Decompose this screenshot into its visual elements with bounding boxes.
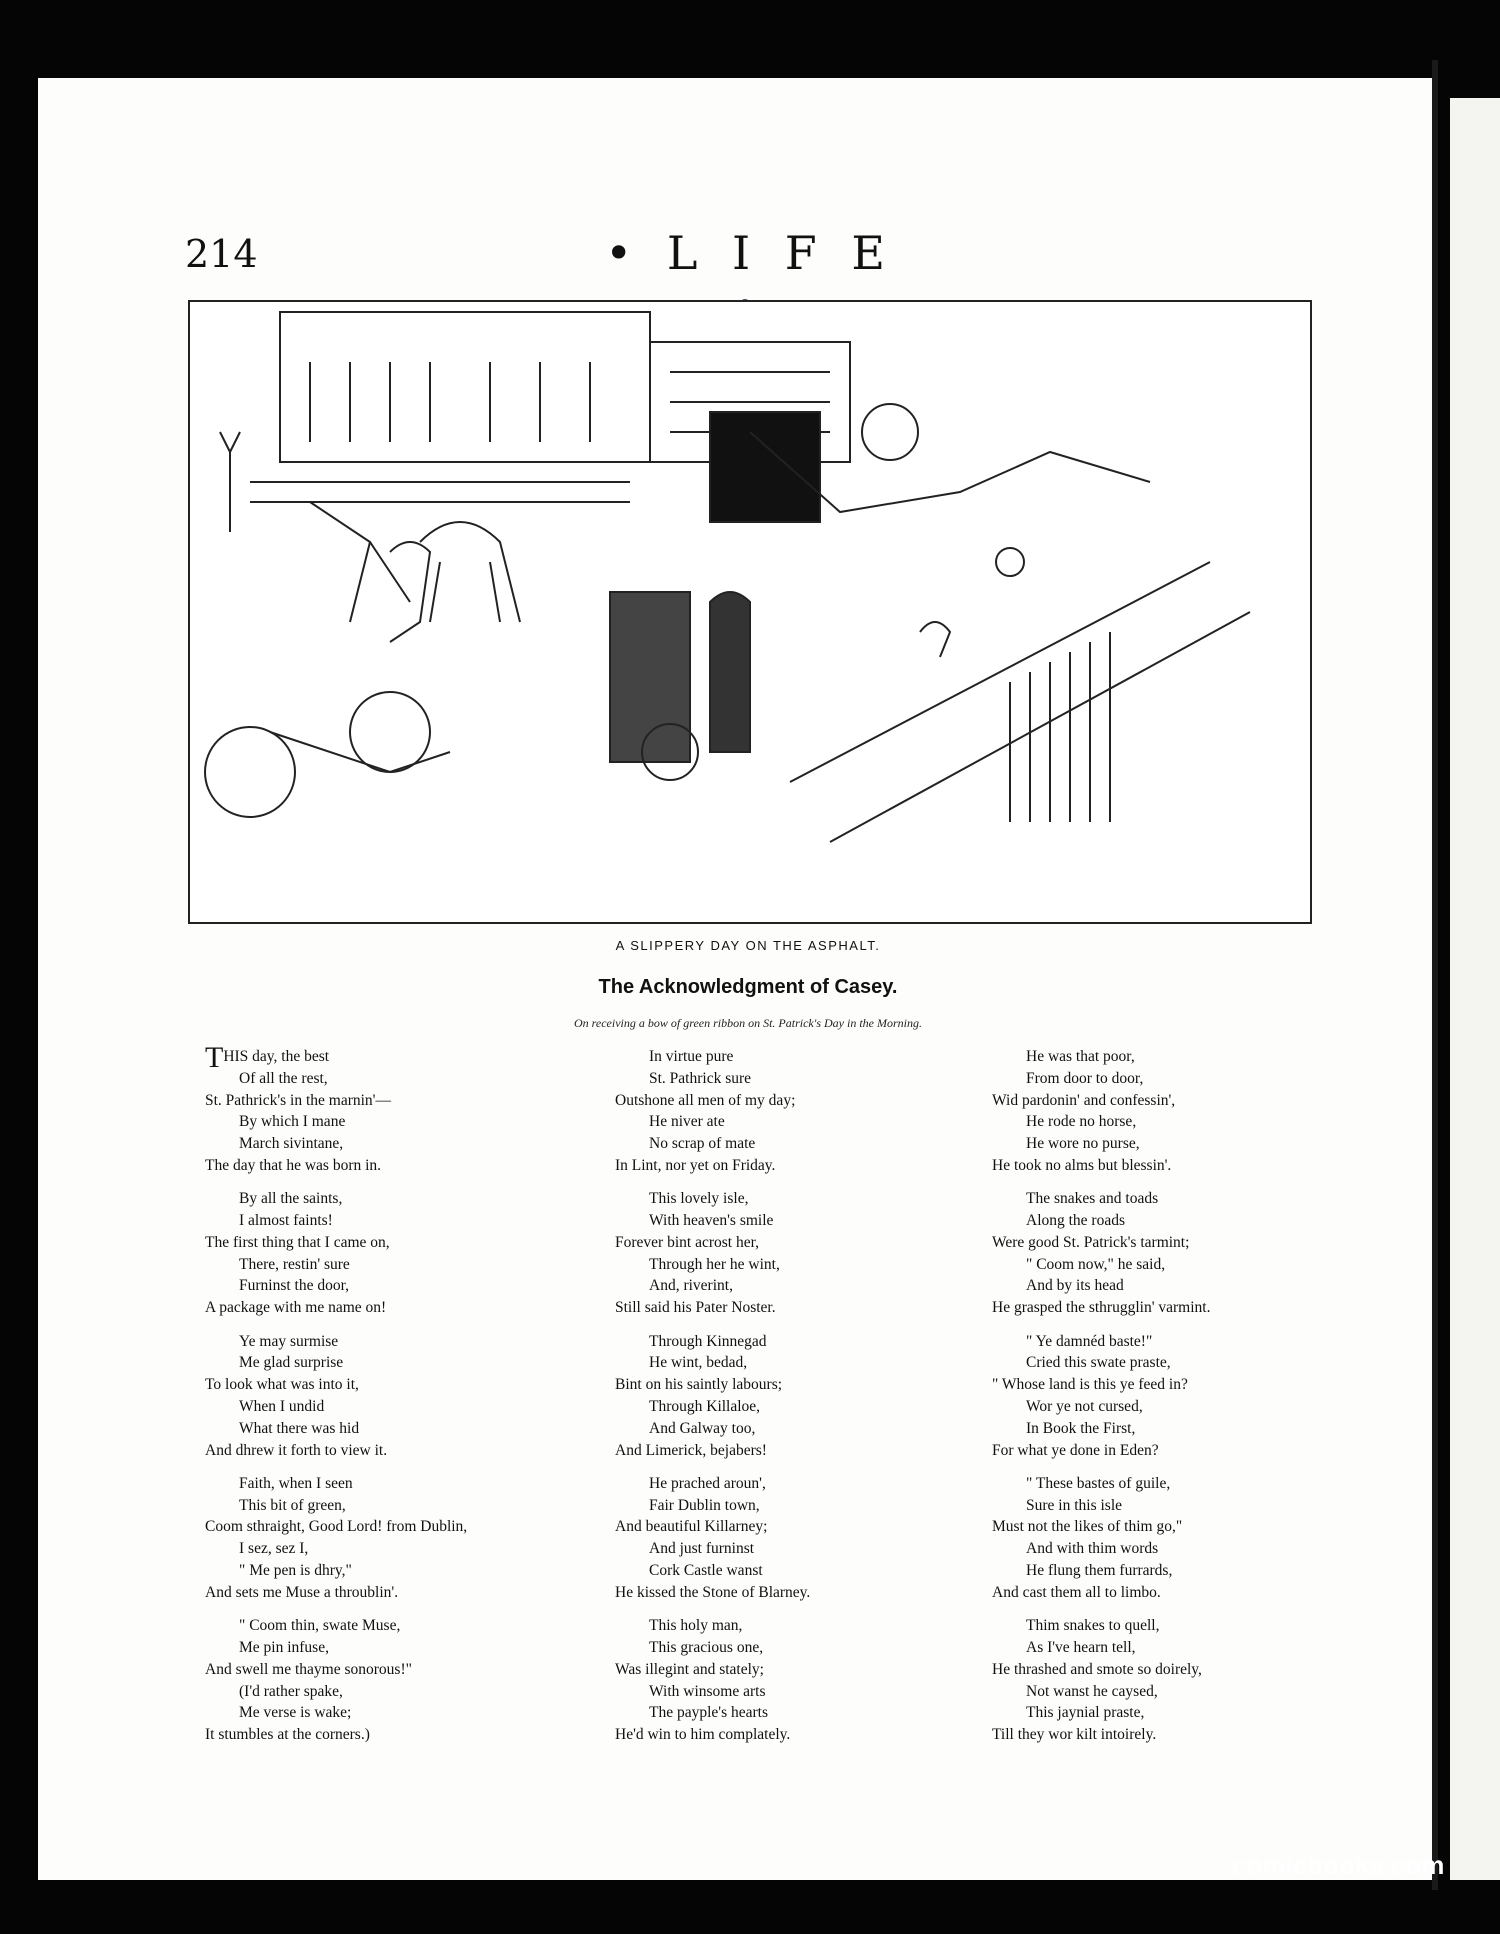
poem-line: And Limerick, bejabers! (615, 1441, 767, 1459)
poem-stanza (615, 1331, 995, 1462)
man-bowler-hat (390, 542, 430, 642)
poem-line: March sivintane, (239, 1135, 344, 1153)
poem-column-1 (205, 1041, 585, 1757)
poem-line: " Coom now," he said, (1026, 1255, 1166, 1273)
poem-stanza (992, 1473, 1372, 1604)
poem-line: As I've hearn tell, (1026, 1638, 1136, 1656)
adjacent-page-edge (1450, 98, 1500, 1880)
poem-line: " Coom thin, swate Muse, (239, 1617, 401, 1635)
poem-line: The day that he was born in. (205, 1156, 382, 1174)
poem-line: St. Pathrick sure (649, 1069, 752, 1087)
poem-stanza (992, 1188, 1372, 1319)
poem-line: This bit of green, (239, 1496, 346, 1514)
poem-line: Wid pardonin' and confessin', (992, 1091, 1176, 1109)
poem-line: " Whose land is this ye feed in? (992, 1376, 1188, 1394)
poem-line: Coom sthraight, Good Lord! from Dublin, (205, 1518, 468, 1536)
poem-line: In virtue pure (649, 1048, 734, 1065)
poem-line: He'd win to him complately. (615, 1726, 791, 1744)
poem-line: He kissed the Stone of Blarney. (615, 1583, 811, 1601)
poem-line: Through her he wint, (649, 1255, 780, 1273)
poem-stanza (992, 1046, 1372, 1177)
poem-line: With heaven's smile (649, 1212, 774, 1230)
poem-line: By which I mane (239, 1113, 346, 1131)
poem-line: Bint on his saintly labours; (615, 1376, 783, 1394)
poem-line: Through Killaloe, (649, 1397, 761, 1415)
iron-fence (1010, 632, 1110, 822)
poem-line: And swell me thayme sonorous!" (205, 1660, 412, 1678)
poem-title: The Acknowledgment of Casey. (598, 976, 898, 998)
drop-cap-letter: T (205, 1041, 224, 1074)
poem-line: This holy man, (649, 1617, 743, 1635)
masthead-title: • L I F E (605, 226, 895, 280)
street-lamp (220, 432, 240, 532)
poem-line: Were good St. Patrick's tarmint; (992, 1233, 1190, 1251)
poem-line: And just furninst (649, 1540, 755, 1558)
poem-line: " These bastes of guile, (1026, 1474, 1171, 1492)
poem-line: When I undid (239, 1397, 325, 1415)
poem-line: He flung them furrards, (1026, 1562, 1173, 1580)
poem-line: He grasped the sthrugglin' varmint. (992, 1299, 1211, 1317)
poem-line: Furninst the door, (239, 1277, 350, 1295)
poem-line: And sets me Muse a throublin'. (205, 1583, 399, 1601)
poem-stanza (205, 1615, 585, 1746)
poem-line: Sure in this isle (1026, 1496, 1123, 1514)
poem-stanza (992, 1331, 1372, 1462)
poem-line: Of all the rest, (239, 1069, 328, 1087)
poem-line: He was that poor, (1026, 1048, 1135, 1065)
poem-line: Was illegint and stately; (615, 1660, 764, 1678)
poem-line: In Lint, nor yet on Friday. (615, 1156, 776, 1174)
poem-line: Through Kinnegad (649, 1332, 767, 1350)
poem-line: From door to door, (1026, 1069, 1144, 1087)
poem-line: I almost faints! (239, 1212, 333, 1230)
poem-line: And cast them all to limbo. (992, 1583, 1161, 1601)
poem-line: (I'd rather spake, (239, 1682, 343, 1700)
poem-line: What there was hid (239, 1419, 360, 1437)
poem-line: Me pin infuse, (239, 1638, 329, 1656)
poem-line: THIS day, the best (205, 1041, 330, 1074)
building-left (280, 312, 650, 462)
poem-line: " Me pen is dhry," (239, 1562, 352, 1580)
illustration-caption: A SLIPPERY DAY ON THE ASPHALT. (615, 938, 881, 953)
page-spine (1432, 60, 1438, 1890)
poem-line: By all the saints, (239, 1190, 343, 1208)
poem-subtitle: On receiving a bow of green ribbon on St. Patrick's Day in the Morning. (574, 1016, 922, 1030)
poem-stanza (992, 1615, 1372, 1746)
dog (920, 622, 950, 657)
street-scene-illustration (188, 300, 1312, 924)
poem-line: Cried this swate praste, (1026, 1354, 1171, 1372)
poem-line: I sez, sez I, (239, 1540, 309, 1558)
illustration-drawing (190, 302, 1310, 922)
poem-line: For what ye done in Eden? (992, 1441, 1159, 1459)
poem-line: And with thim words (1026, 1540, 1159, 1558)
poem-line: He took no alms but blessin'. (992, 1156, 1172, 1174)
poem-line: Not wanst he caysed, (1026, 1682, 1158, 1700)
poem-line: He prached aroun', (649, 1474, 766, 1492)
horse-center (420, 522, 520, 622)
railing (250, 482, 630, 502)
poem-line: The first thing that I came on, (205, 1233, 390, 1251)
poem-line: Cork Castle wanst (649, 1562, 763, 1580)
poem-line: Me verse is wake; (239, 1704, 352, 1722)
poem-line: It stumbles at the corners.) (205, 1726, 370, 1744)
building-windows (310, 362, 590, 442)
carriage-wheel (862, 404, 918, 460)
stack-of-crates (610, 592, 690, 762)
poem-line: St. Pathrick's in the marnin'— (205, 1091, 391, 1109)
poem-line: Ye may surmise (239, 1332, 339, 1350)
poem-line: There, restin' sure (239, 1255, 350, 1273)
poem-line: The snakes and toads (1026, 1190, 1159, 1208)
poem-line: Along the roads (1026, 1212, 1126, 1230)
poem-line: Still said his Pater Noster. (615, 1299, 776, 1317)
poem-stanza (205, 1331, 585, 1462)
poem-line: This jaynial praste, (1026, 1704, 1145, 1722)
poem-stanza (615, 1473, 995, 1604)
bicycle-wheel-1 (350, 692, 430, 772)
horse-left (310, 502, 410, 622)
poem-line: He niver ate (649, 1113, 725, 1131)
poem-stanza (205, 1473, 585, 1604)
poem-line: And Galway too, (649, 1419, 756, 1437)
poem-line: Outshone all men of my day; (615, 1091, 796, 1109)
carriage (710, 412, 820, 522)
poem-stanza (615, 1615, 995, 1746)
poem-line: This lovely isle, (649, 1190, 749, 1208)
poem-line: Me glad surprise (239, 1354, 344, 1372)
poem-line: He wore no purse, (1026, 1135, 1140, 1153)
poem-line: Forever bint acrost her, (615, 1233, 759, 1251)
man-pushing-cart (710, 592, 750, 752)
poem-line: Faith, when I seen (239, 1474, 353, 1492)
poem-line: With winsome arts (649, 1682, 766, 1700)
poem-line: And beautiful Killarney; (615, 1518, 768, 1536)
page-number: 214 (185, 232, 258, 276)
poem-line: Wor ye not cursed, (1026, 1397, 1143, 1415)
poem-stanza (205, 1188, 585, 1319)
poem-line: No scrap of mate (649, 1135, 756, 1153)
poem-line: A package with me name on! (205, 1299, 387, 1317)
watermark: comicbooks.com (1232, 1850, 1445, 1880)
poem-line: He thrashed and smote so doirely, (992, 1660, 1202, 1678)
poem-line: He rode no horse, (1026, 1113, 1137, 1131)
poem-line: " Ye damnéd baste!" (1026, 1332, 1153, 1350)
poem-line: The payple's hearts (649, 1704, 768, 1722)
poem-line: And, riverint, (649, 1277, 733, 1295)
poem-line: In Book the First, (1026, 1419, 1136, 1437)
poem-stanza (615, 1046, 995, 1177)
poem-line: Thim snakes to quell, (1026, 1617, 1160, 1635)
poem-line: Must not the likes of thim go," (992, 1518, 1183, 1536)
sidewalk-curb (790, 562, 1250, 842)
poem-line: To look what was into it, (205, 1376, 359, 1394)
poem-line: Till they wor kilt intoirely. (992, 1726, 1157, 1744)
post-bollard (996, 548, 1024, 576)
bicycle-wheel-2 (205, 727, 295, 817)
fallen-cyclist (270, 732, 450, 772)
poem-line: And dhrew it forth to view it. (205, 1441, 388, 1459)
poem-stanza (205, 1041, 585, 1177)
poem-line: And by its head (1026, 1277, 1124, 1295)
poem-line: This gracious one, (649, 1638, 764, 1656)
poem-column-3 (992, 1046, 1372, 1757)
poem-line: He wint, bedad, (649, 1354, 748, 1372)
poem-column-2 (615, 1046, 995, 1757)
poem-line: Fair Dublin town, (649, 1496, 760, 1514)
poem-stanza (615, 1188, 995, 1319)
